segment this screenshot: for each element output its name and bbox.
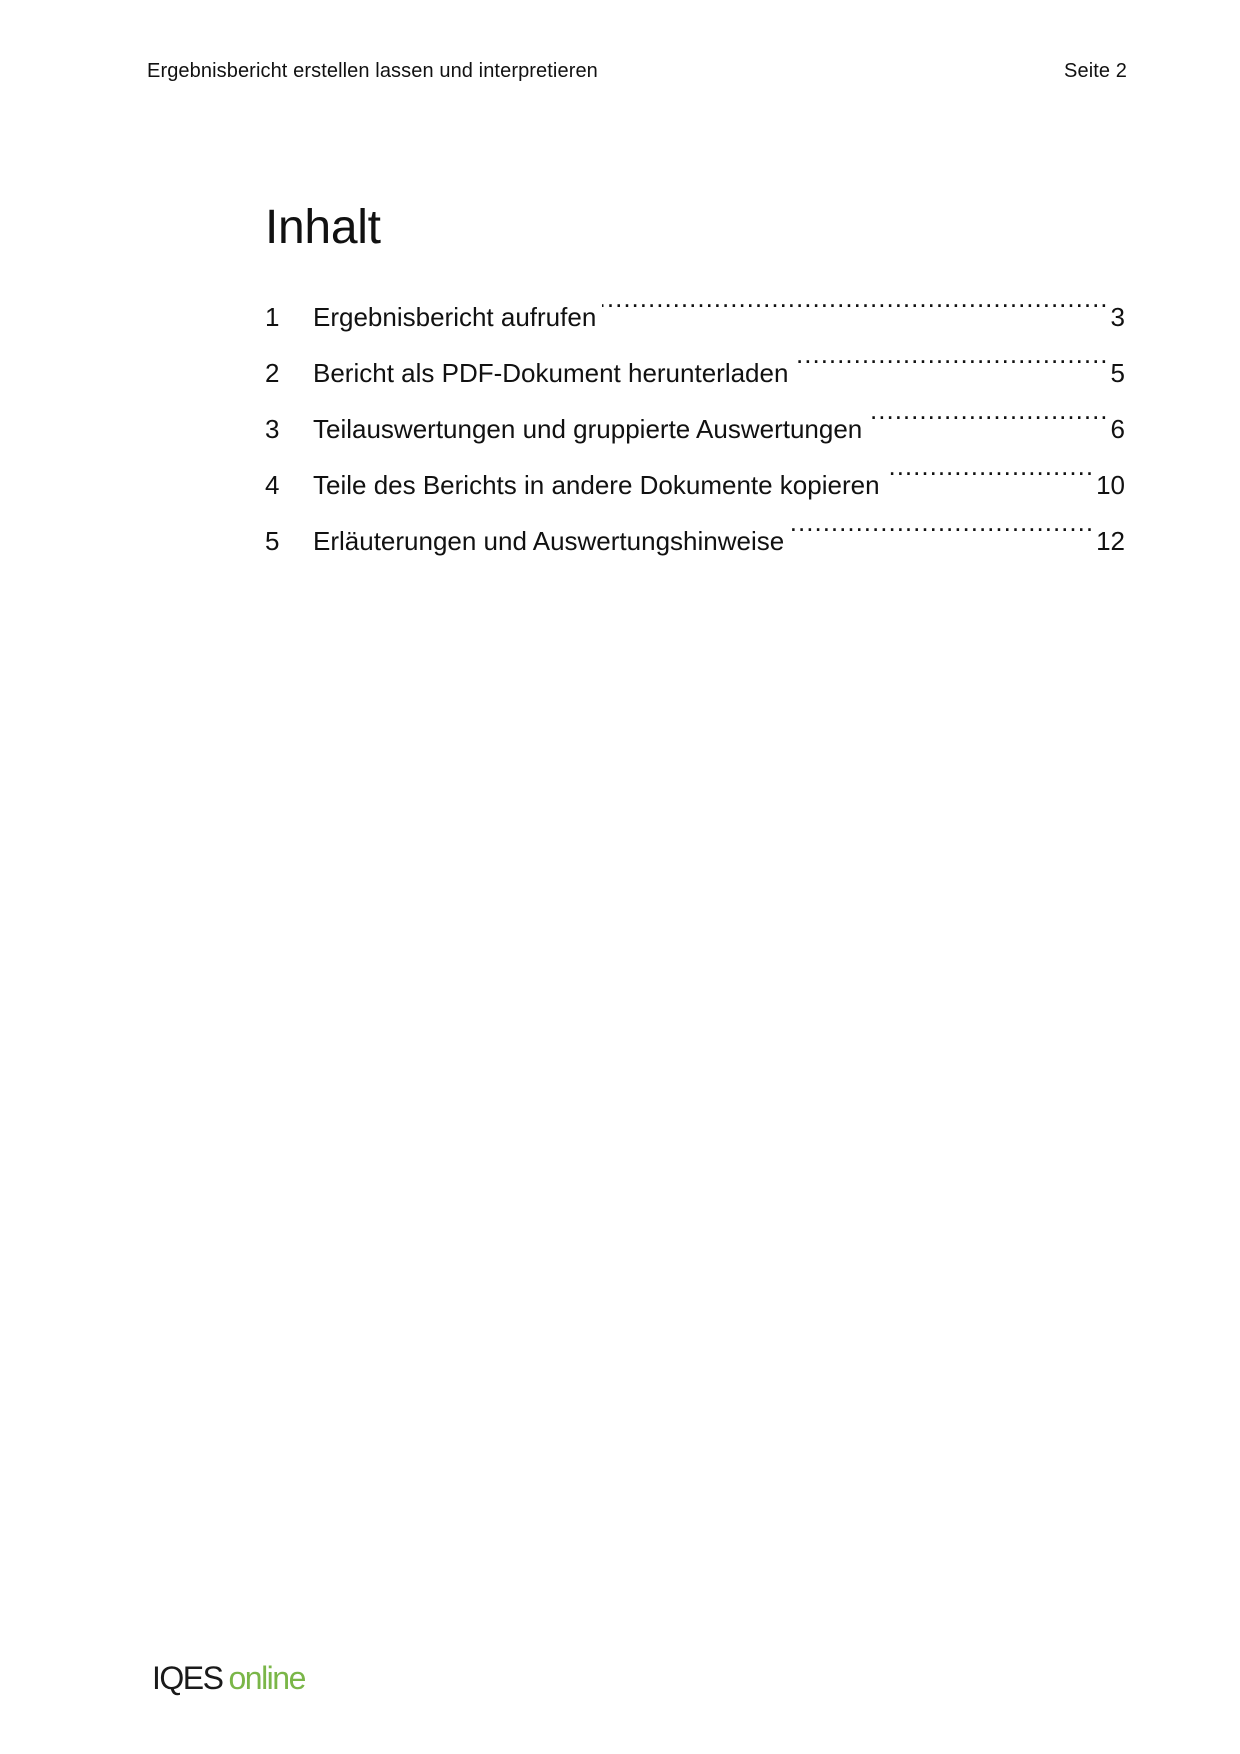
toc-entry-label: Bericht als PDF-Dokument herunterladen: [313, 358, 789, 388]
toc-entry-label: Teile des Berichts in andere Dokumente kopieren: [313, 470, 880, 500]
toc-dot-leader: [868, 382, 1108, 438]
toc-dot-leader: [886, 438, 1095, 494]
logo-text-online: online: [228, 1660, 305, 1696]
toc-entry-page: 10: [1096, 470, 1125, 500]
toc-entry-label: Teilauswertungen und gruppierte Auswertungen: [313, 414, 863, 444]
toc-entry-number: 3: [265, 414, 280, 444]
page-number: Seite 2: [1064, 59, 1127, 82]
toc-dot-leader: [602, 270, 1108, 326]
toc-entry-page: 12: [1096, 526, 1125, 556]
page-header: [147, 56, 1127, 86]
table-of-contents: [265, 196, 1125, 556]
logo-text-iqes: IQES: [152, 1660, 223, 1696]
toc-entry-number: 4: [265, 470, 280, 500]
toc-entry-number: 2: [265, 358, 280, 388]
toc-entry-page: 3: [1110, 302, 1125, 332]
toc-dot-leader: [790, 494, 1094, 550]
document-title: Ergebnisbericht erstellen lassen und interpretieren: [147, 59, 598, 82]
toc-dot-leader: [794, 326, 1108, 382]
toc-entry-label: Ergebnisbericht aufrufen: [313, 302, 597, 332]
toc-title: Inhalt: [265, 201, 381, 254]
toc-entry-page: 6: [1110, 414, 1125, 444]
toc-entry-number: 5: [265, 526, 280, 556]
iqes-online-logo: [152, 1660, 305, 1700]
toc-entry[interactable]: [265, 270, 1125, 332]
toc-entry-page: 5: [1110, 358, 1125, 388]
toc-entry-label: Erläuterungen und Auswertungshinweise: [313, 526, 785, 556]
toc-entry-number: 1: [265, 302, 280, 332]
